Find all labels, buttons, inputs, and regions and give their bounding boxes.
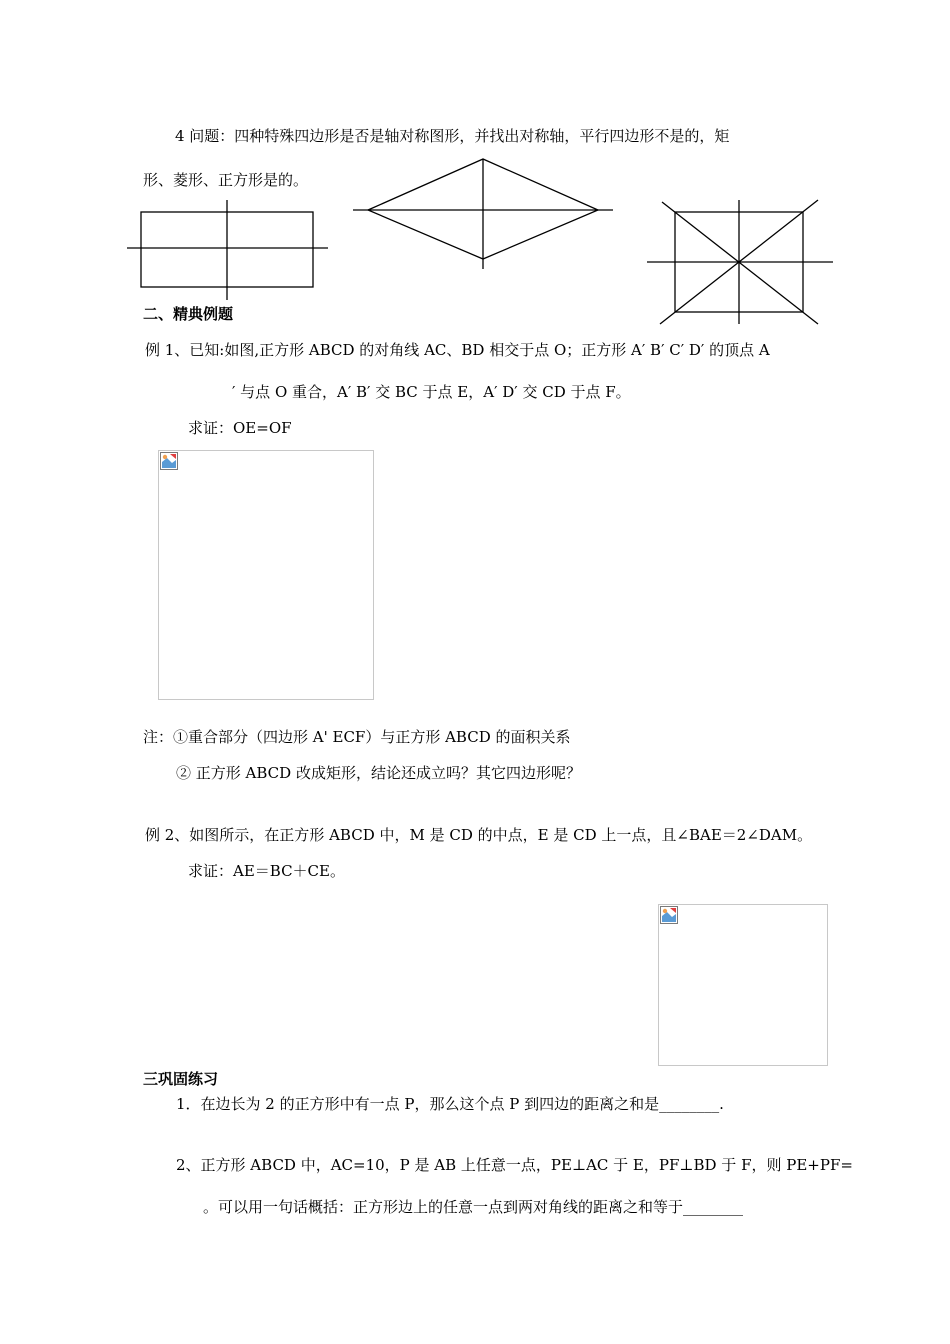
rhombus-figure bbox=[350, 156, 620, 271]
q4-line2: 形、菱形、正方形是的。 bbox=[143, 171, 309, 189]
rectangle-figure bbox=[125, 198, 330, 302]
diagonal-axis-1 bbox=[662, 202, 818, 324]
example1-line1: 例 1、已知:如图,正方形 ABCD 的对角线 AC、BD 相交于点 O；正方形 A′ B′ C′ D′ 的顶点 A bbox=[145, 341, 770, 359]
example1-proof: 求证：OE=OF bbox=[188, 419, 292, 437]
exercise2-line1: 2、正方形 ABCD 中，AC=10，P 是 AB 上任意一点，PE⊥AC 于 E，PF⊥BD 于 F，则 PE+PF= bbox=[176, 1156, 853, 1174]
exercise1-text: 1．在边长为 2 的正方形中有一点 P，那么这个点 P 到四边的距离之和是________. bbox=[176, 1095, 724, 1113]
example1-figure-placeholder bbox=[158, 450, 374, 700]
square-figure bbox=[645, 198, 835, 328]
broken-image-icon bbox=[160, 452, 178, 470]
note-line2: ② 正方形 ABCD 改成矩形，结论还成立吗？其它四边形呢？ bbox=[176, 764, 581, 782]
note-line1: 注：①重合部分（四边形 A' ECF）与正方形 ABCD 的面积关系 bbox=[143, 728, 571, 746]
broken-image-icon bbox=[660, 906, 678, 924]
example2-figure-placeholder bbox=[658, 904, 828, 1066]
section2-title: 二、精典例题 bbox=[143, 305, 234, 323]
example1-line2: ′ 与点 O 重合，A′ B′ 交 BC 于点 E，A′ D′ 交 CD 于点 F。 bbox=[232, 383, 631, 401]
example2-line1: 例 2、如图所示，在正方形 ABCD 中，M 是 CD 的中点，E 是 CD 上一点，且∠BAE＝2∠DAM。 bbox=[145, 826, 813, 844]
example2-proof: 求证：AE＝BC＋CE。 bbox=[188, 862, 345, 880]
q4-line1: 4 问题：四种特殊四边形是否是轴对称图形，并找出对称轴，平行四边形不是的，矩 bbox=[175, 127, 730, 145]
exercise2-line2: 。可以用一句话概括：正方形边上的任意一点到两对角线的距离之和等于________ bbox=[203, 1198, 744, 1216]
section3-title: 三巩固练习 bbox=[143, 1070, 219, 1088]
